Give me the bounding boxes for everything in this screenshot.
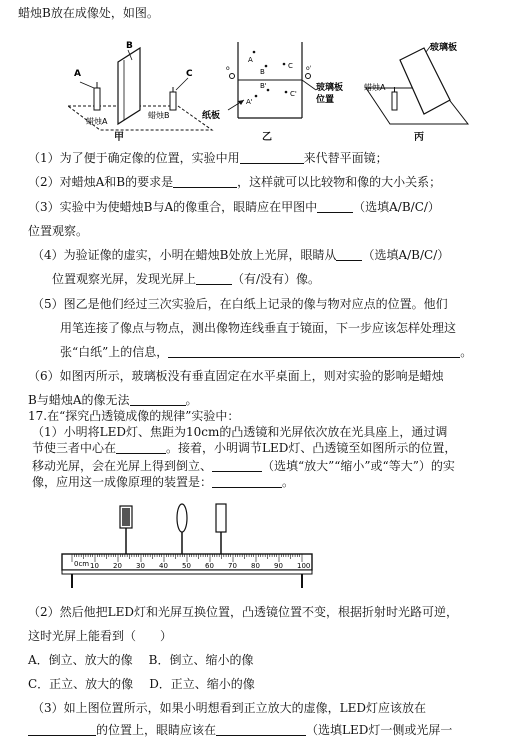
option-d[interactable]: D．正立、缩小的像 — [149, 677, 255, 691]
bench-tick-label: 100 — [297, 562, 311, 570]
q17-line-1: （1）小明将LED灯、焦距为10cm的凸透镜和光屏依次放在光具座上，通过调 — [32, 425, 448, 439]
q17-line-3: 移动光屏，会在光屏上得到倒立、 （选填“放大”“缩小”或“等大”）的实 — [32, 459, 455, 473]
caption-jia: 甲 — [114, 132, 124, 143]
answer-blank[interactable] — [336, 248, 362, 261]
caption-yi: 乙 — [262, 132, 272, 143]
label-b: B — [126, 41, 133, 51]
figure-bing — [360, 38, 490, 130]
bench-tick-label: 60 — [205, 562, 214, 570]
bing-glass-label: 玻璃板 — [430, 43, 458, 53]
answer-blank[interactable] — [317, 200, 353, 213]
bing-candle-label: 蜡烛A — [364, 83, 386, 92]
bench-unit-label: 0cm — [74, 560, 90, 568]
option-b[interactable]: B．倒立、缩小的像 — [148, 653, 254, 667]
dot-a: A — [248, 56, 253, 64]
intro-text: 蜡烛B放在成像处，如图。 — [18, 6, 159, 20]
q17-line-4: 像，应用这一成像原理的装置是： 。 — [32, 475, 295, 489]
figure-jia-drawing — [60, 38, 220, 138]
dot-a-prime: A' — [246, 98, 253, 106]
position-label: 位置 — [316, 95, 335, 105]
q16-line-5: （4）为验证像的虚实，小明在蜡烛B处放上光屏，眼睛从 （选填A/B/C/） — [32, 248, 450, 262]
answer-blank[interactable] — [130, 393, 186, 406]
caption-bing: 丙 — [414, 132, 424, 143]
q16-line-11: B与蜡烛A的像无法 。 — [28, 393, 198, 407]
answer-blank[interactable] — [173, 175, 237, 188]
candle-a-label: 蜡烛A — [86, 117, 108, 126]
q16-line-2: （2）对蜡烛A和B的要求是 ，这样就可以比较物和像的大小关系； — [28, 175, 442, 189]
dot-b-prime: B' — [260, 82, 267, 90]
figure-yi-drawing — [198, 38, 358, 130]
q17-part3-line-2: 的位置上，眼睛应该在 （选填LED灯一侧或光屏一 — [28, 722, 452, 738]
q16-line-7: （5）图乙是他们经过三次实验后，在白纸上记录的像与物对应点的位置。他们 — [32, 297, 448, 311]
bench-tick-label: 10 — [90, 562, 99, 570]
circle-left-label: o — [226, 65, 230, 72]
answer-blank[interactable] — [116, 441, 166, 454]
answer-blank[interactable] — [212, 475, 282, 488]
q16-line-9: 张“白纸”上的信息， 。 — [60, 345, 473, 359]
q16-line-4: 位置观察。 — [28, 224, 89, 238]
answer-blank[interactable] — [168, 345, 460, 358]
bench-tick-label: 50 — [182, 562, 191, 570]
optical-bench-drawing — [56, 492, 318, 592]
bench-tick-label: 30 — [136, 562, 145, 570]
circle-right-label: o' — [306, 65, 312, 72]
figure-bing-drawing — [360, 38, 490, 130]
q16-line-6: 位置观察光屏，发现光屏上 （有/没有）像。 — [52, 272, 321, 286]
answer-blank[interactable] — [240, 151, 304, 164]
q17-title: 17.在“探究凸透镜成像的规律”实验中： — [28, 409, 240, 423]
option-row-2 — [28, 676, 255, 692]
q16-line-10: （6）如图丙所示，玻璃板没有垂直固定在水平桌面上，则对实验的影响是蜡烛 — [28, 369, 444, 383]
label-c: C — [186, 69, 193, 79]
label-a: A — [74, 69, 81, 79]
q17-part2-line-1: （2）然后他把LED灯和光屏互换位置，凸透镜位置不变，根据折射时光路可逆， — [28, 605, 458, 619]
paper-label: 纸板 — [202, 111, 221, 121]
option-c[interactable]: C．正立、放大的像 — [28, 677, 134, 691]
bench-tick-label: 80 — [251, 562, 260, 570]
answer-blank[interactable] — [216, 723, 306, 736]
figure-jia — [60, 38, 220, 138]
q16-line-8: 用笔连接了像点与物点，测出像物连线垂直于镜面，下一步应该怎样处理这 — [60, 321, 457, 335]
answer-blank[interactable] — [212, 459, 262, 472]
bench-tick-label: 20 — [113, 562, 122, 570]
q16-line-1: （1）为了便于确定像的位置，实验中用 来代替平面镜； — [28, 151, 388, 165]
answer-blank[interactable] — [28, 723, 96, 736]
dot-c-prime: C' — [290, 90, 297, 98]
q16-line-3: （3）实验中为使蜡烛B与A的像重合，眼睛应在甲图中 （选填A/B/C/） — [28, 200, 440, 214]
bench-tick-label: 70 — [228, 562, 237, 570]
option-row-1 — [28, 652, 254, 668]
dot-c: C — [288, 62, 293, 70]
optical-bench-figure — [56, 492, 318, 592]
option-a[interactable]: A．倒立、放大的像 — [28, 653, 133, 667]
answer-blank[interactable] — [196, 272, 232, 285]
bench-tick-label: 40 — [159, 562, 168, 570]
figure-yi — [198, 38, 358, 130]
glass-label: 玻璃板 — [316, 83, 344, 93]
convex-lens-icon — [177, 504, 187, 532]
q17-line-2: 节使三者中心在 。接着，小明调节LED灯、凸透镜至如图所示的位置， — [32, 441, 457, 455]
candle-b-label: 蜡烛B — [148, 111, 170, 120]
q17-part2-line-2: 这时光屏上能看到（ ） — [28, 629, 173, 643]
q17-part3-line-1: （3）如上图位置所示，如果小明想看到正立放大的虚像，LED灯应该放在 — [32, 701, 426, 715]
light-screen-icon — [216, 504, 226, 532]
dot-b: B — [260, 68, 265, 76]
bench-tick-label: 90 — [274, 562, 283, 570]
